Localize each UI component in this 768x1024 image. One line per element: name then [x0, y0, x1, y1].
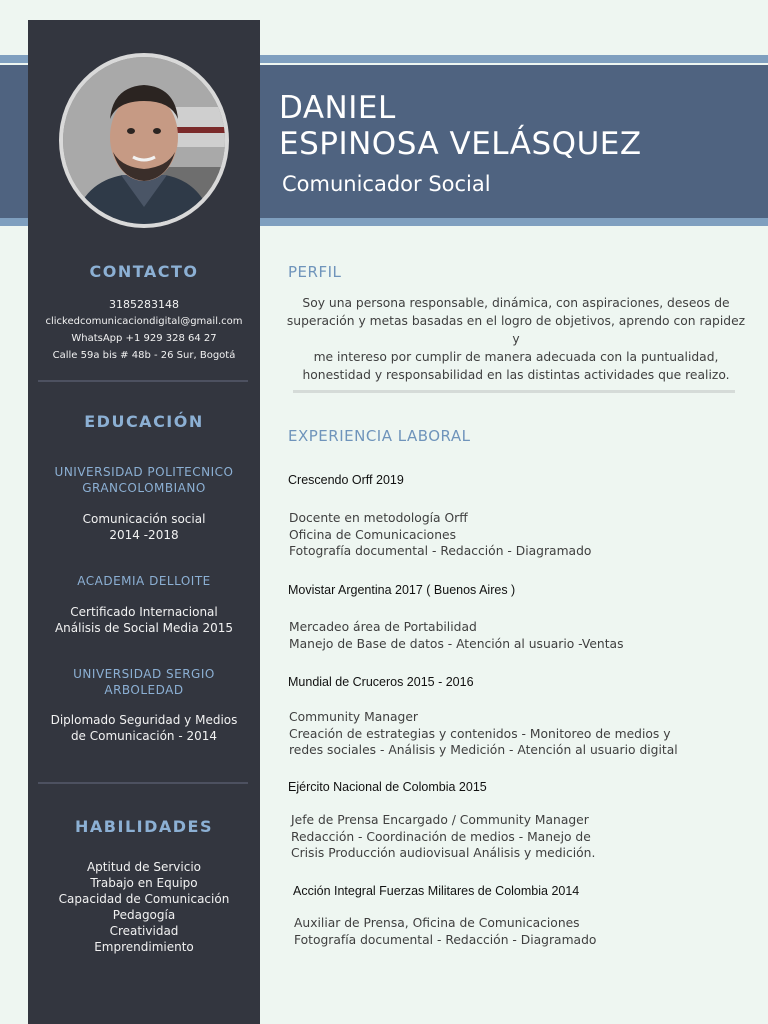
education-details: Diplomado Seguridad y Medios de Comunicación - 2014: [50, 713, 238, 743]
education-details: Certificado Internacional Análisis de Social Media 2015: [54, 605, 234, 635]
job-title: Acción Integral Fuerzas Militares de Colombia 2014: [293, 884, 580, 898]
skills-heading: HABILIDADES: [75, 817, 213, 836]
education-institution: UNIVERSIDAD SERGIO ARBOLEDAD: [73, 667, 215, 697]
full-name: [279, 90, 642, 162]
skill-item: Pedagogía: [112, 908, 176, 922]
profile-photo-icon: [59, 53, 229, 228]
experience-heading: EXPERIENCIA LABORAL: [288, 427, 471, 445]
job-description: Jefe de Prensa Encargado / Community Manager Redacción - Coordinación de medios - Manejo de Crisis Producción audiovisual Análisis y medición.: [291, 813, 596, 860]
job-description: Auxiliar de Prensa, Oficina de Comunicaciones Fotografía documental - Redacción - Diagramado: [294, 916, 597, 947]
profile-heading: PERFIL: [288, 263, 342, 281]
job-role: Comunicador Social: [282, 172, 491, 196]
skill-item: Capacidad de Comunicación: [58, 892, 230, 906]
profile-text: Soy una persona responsable, dinámica, con aspiraciones, deseos de superación y metas basadas en el logro de objetivos, aprendo con rapidez y me intereso por cumplir de manera adecuada con la puntualidad, honestidad y responsabilidad en las distintas actividades que realizo.: [286, 296, 746, 382]
sidebar: [28, 20, 260, 1024]
education-institution: ACADEMIA DELLOITE: [77, 574, 211, 588]
job-title: Crescendo Orff 2019: [288, 473, 404, 487]
skill-item: Aptitud de Servicio: [86, 860, 202, 874]
contact-email: clickedcomunicaciondigital@gmail.com: [45, 316, 243, 327]
job-description: Docente en metodología Orff Oficina de Comunicaciones Fotografía documental - Redacción - Diagramado: [289, 511, 592, 558]
last-name: ESPINOSA VELÁSQUEZ: [279, 126, 642, 162]
job-description: Community Manager Creación de estrategias y contenidos - Monitoreo de medios y redes sociales - Análisis y Medición - Atención al usuario digital: [289, 710, 678, 757]
education-institution: UNIVERSIDAD POLITECNICO GRANCOLOMBIANO: [54, 465, 234, 495]
contact-heading: CONTACTO: [89, 262, 199, 281]
education-details: Comunicación social 2014 -2018: [82, 512, 206, 542]
skill-item: Trabajo en Equipo: [90, 876, 198, 890]
job-title: Ejército Nacional de Colombia 2015: [288, 780, 487, 794]
contact-whatsapp: WhatsApp +1 929 328 64 27: [71, 333, 217, 344]
first-name: DANIEL: [279, 90, 396, 126]
sidebar-divider: [38, 782, 248, 784]
education-heading: EDUCACIÓN: [84, 412, 204, 431]
main-divider: [293, 390, 735, 393]
job-description: Mercadeo área de Portabilidad Manejo de Base de datos - Atención al usuario -Ventas: [289, 620, 624, 651]
sidebar-divider: [38, 380, 248, 382]
contact-phone: 3185283148: [109, 298, 179, 311]
skill-item: Emprendimiento: [94, 940, 194, 954]
skills-list: [38, 859, 250, 955]
job-title: Mundial de Cruceros 2015 - 2016: [288, 675, 474, 689]
contact-address: Calle 59a bis # 48b - 26 Sur, Bogotá: [52, 350, 236, 361]
skill-item: Creatividad: [109, 924, 179, 938]
job-title: Movistar Argentina 2017 ( Buenos Aires ): [288, 583, 516, 597]
